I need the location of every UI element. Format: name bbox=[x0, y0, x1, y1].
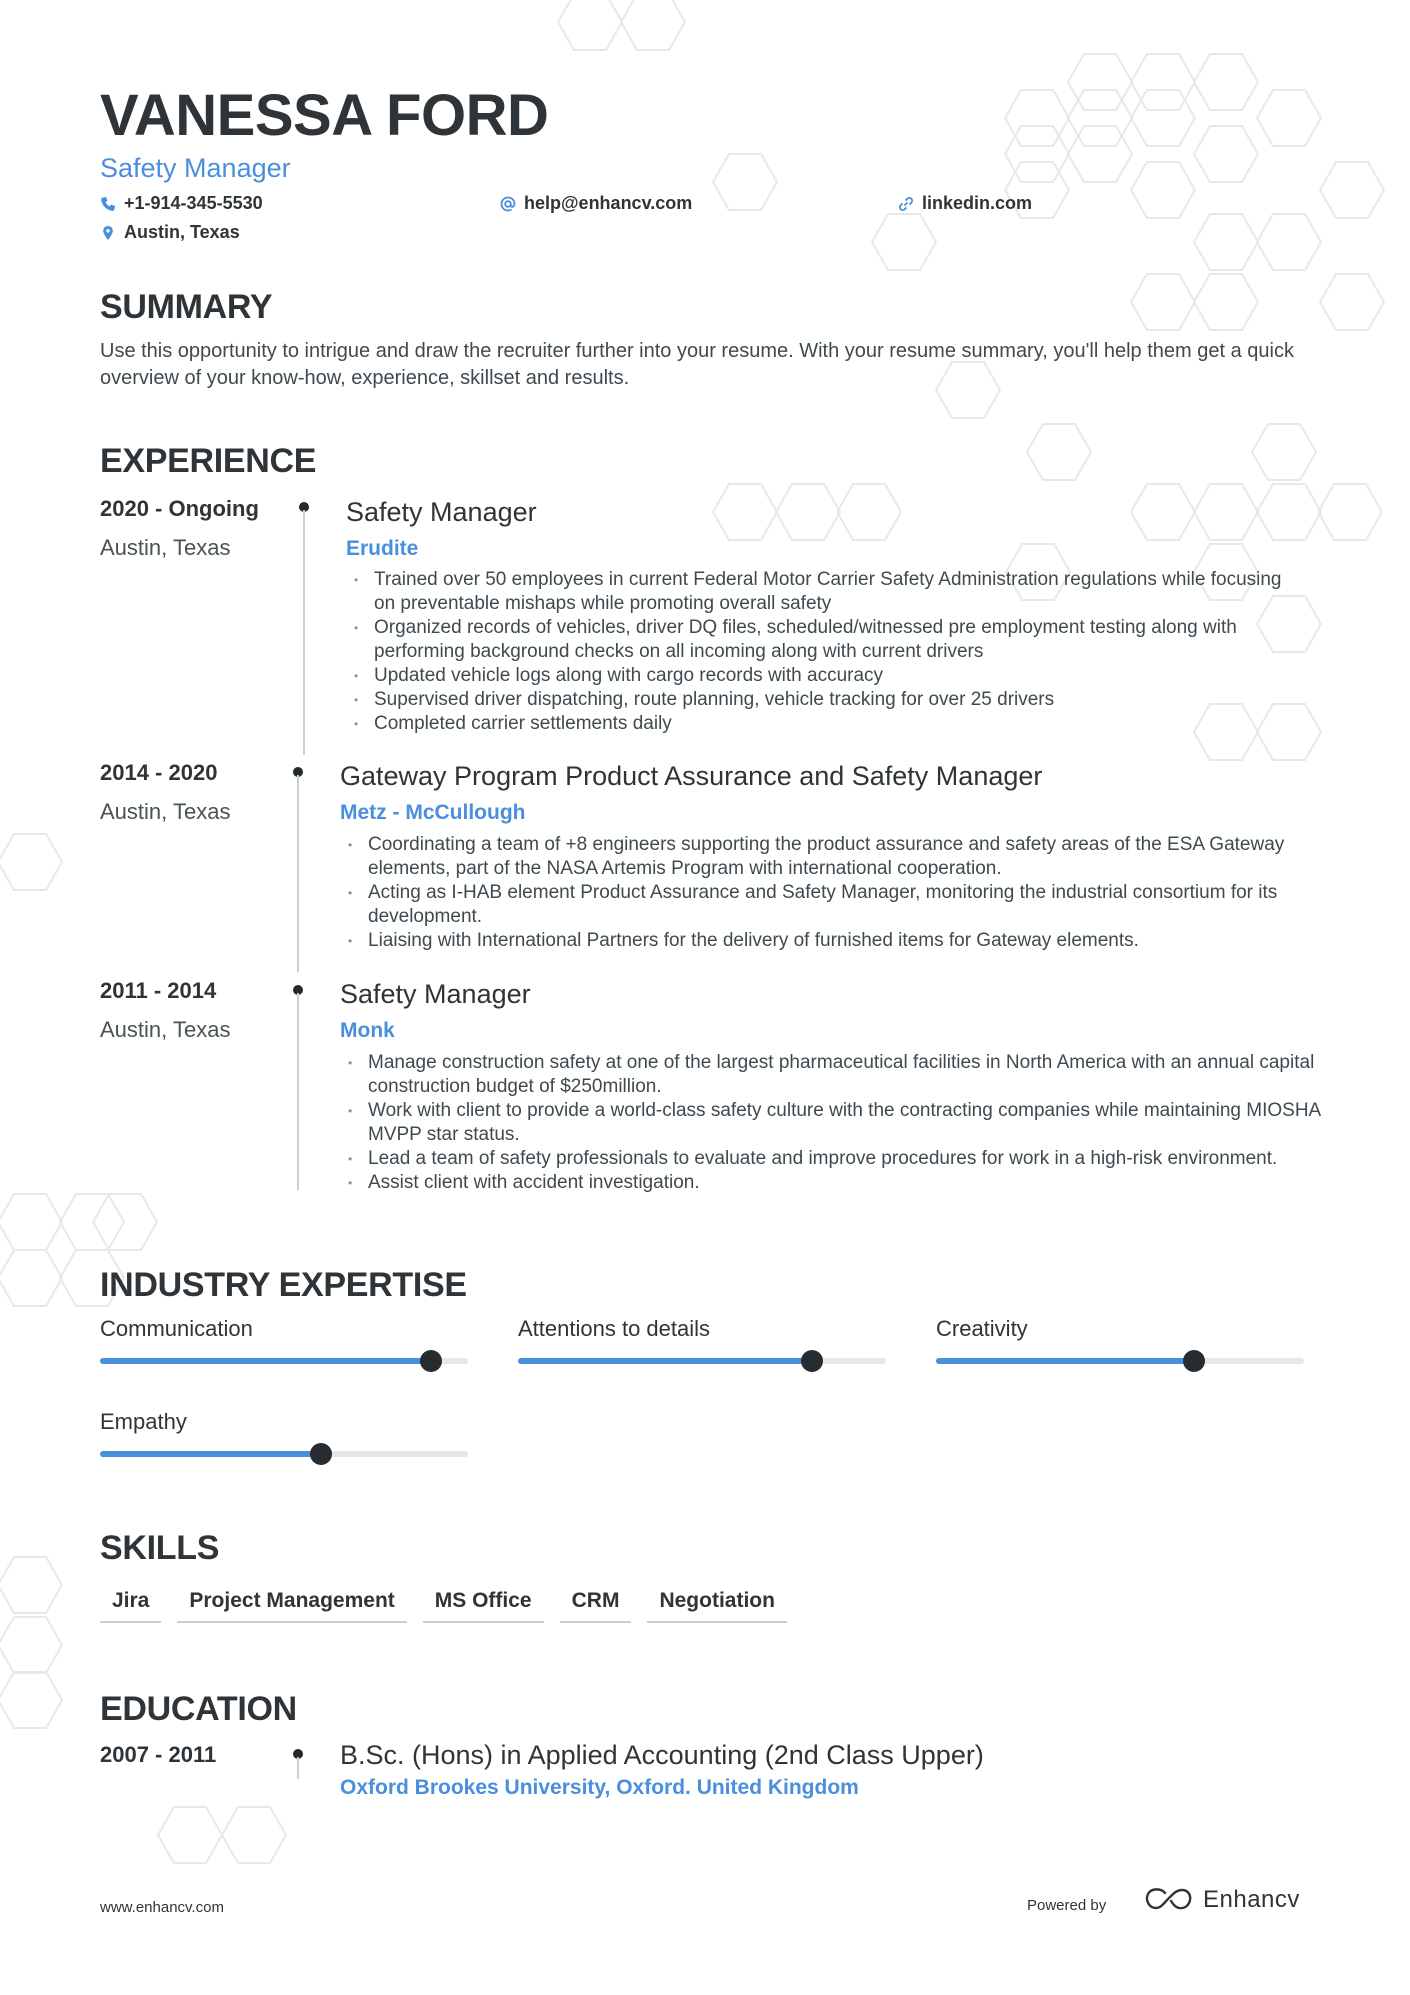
timeline-line bbox=[303, 510, 305, 755]
location-text: Austin, Texas bbox=[124, 222, 240, 242]
enhancv-logo-icon bbox=[1145, 1887, 1193, 1913]
expertise-bar-fill bbox=[100, 1451, 321, 1457]
expertise-bar-knob bbox=[420, 1350, 442, 1372]
expertise-bar-track bbox=[100, 1358, 468, 1364]
education-dates: 2007 - 2011 bbox=[100, 1742, 217, 1767]
education-heading: EDUCATION bbox=[100, 1690, 297, 1728]
job-bullets bbox=[346, 833, 1321, 953]
skills-list bbox=[100, 1585, 787, 1623]
location-pin-icon bbox=[100, 225, 116, 241]
expertise-bar-track bbox=[100, 1451, 468, 1457]
job-title: Safety Manager bbox=[346, 497, 537, 527]
skill-tag: Jira bbox=[100, 1585, 161, 1623]
job-bullet: • Assist client with accident investigation. bbox=[346, 1171, 1321, 1195]
summary-text: Use this opportunity to intrigue and draw the recruiter further into your resume. With your resume summary, you'll help them get a quick overview of your know-how, experience, skillset and results. bbox=[100, 340, 1294, 389]
education-degree: B.Sc. (Hons) in Applied Accounting (2nd Class Upper) bbox=[340, 1740, 984, 1770]
email-text: help@enhancv.com bbox=[524, 193, 693, 213]
expertise-label: Communication bbox=[100, 1316, 253, 1341]
job-company: Monk bbox=[340, 1019, 395, 1042]
timeline-line bbox=[297, 993, 299, 1190]
enhancv-brand: Enhancv bbox=[1203, 1886, 1300, 1913]
experience-heading: EXPERIENCE bbox=[100, 442, 317, 480]
email-contact[interactable] bbox=[500, 193, 692, 214]
expertise-heading: INDUSTRY EXPERTISE bbox=[100, 1266, 467, 1304]
job-bullet: • Work with client to provide a world-class safety culture with the contracting companies while maintaining MIOSHA MVPP star status. bbox=[346, 1099, 1321, 1147]
job-dates: 2011 - 2014 bbox=[100, 978, 217, 1003]
expertise-bar-fill bbox=[518, 1358, 812, 1364]
expertise-bar-fill bbox=[936, 1358, 1194, 1364]
job-dates: 2020 - Ongoing bbox=[100, 496, 259, 521]
job-title: Safety Manager bbox=[340, 979, 531, 1009]
phone-text: +1-914-345-5530 bbox=[124, 193, 263, 213]
timeline-line bbox=[297, 1757, 299, 1779]
linkedin-text: linkedin.com bbox=[922, 193, 1033, 213]
job-company: Metz - McCullough bbox=[340, 801, 526, 824]
expertise-bar-track bbox=[518, 1358, 886, 1364]
expertise-label: Attentions to details bbox=[518, 1316, 711, 1341]
candidate-name: VANESSA FORD bbox=[100, 83, 549, 148]
job-bullet: • Manage construction safety at one of the largest pharmaceutical facilities in North America with an annual capital construction budget of $250million. bbox=[346, 1051, 1321, 1099]
expertise-bar-knob bbox=[801, 1350, 823, 1372]
job-bullet: • Organized records of vehicles, driver DQ files, scheduled/witnessed pre employment testing along with performing background checks on all incoming along with current drivers bbox=[352, 616, 1292, 664]
skills-heading: SKILLS bbox=[100, 1529, 220, 1567]
timeline-line bbox=[297, 775, 299, 972]
job-bullet: • Liaising with International Partners for the delivery of furnished items for Gateway elements. bbox=[346, 929, 1321, 953]
education-school: Oxford Brookes University, Oxford. United Kingdom bbox=[340, 1776, 859, 1799]
skill-tag: Negotiation bbox=[647, 1585, 787, 1623]
expertise-bar-knob bbox=[310, 1443, 332, 1465]
job-bullet: • Trained over 50 employees in current Federal Motor Carrier Safety Administration regulations while focusing on preventable mishaps while promoting overall safety bbox=[352, 568, 1292, 616]
job-bullet: • Coordinating a team of +8 engineers supporting the product assurance and safety areas of the ESA Gateway elements, part of the NASA Artemis Program with international cooperation. bbox=[346, 833, 1321, 881]
expertise-label: Creativity bbox=[936, 1316, 1028, 1341]
skill-tag: MS Office bbox=[423, 1585, 544, 1623]
expertise-bar-fill bbox=[100, 1358, 431, 1364]
job-bullet: • Lead a team of safety professionals to evaluate and improve procedures for work in a high-risk environment. bbox=[346, 1147, 1321, 1171]
phone-contact[interactable] bbox=[100, 193, 263, 214]
expertise-bar-knob bbox=[1183, 1350, 1205, 1372]
job-bullet: • Supervised driver dispatching, route planning, vehicle tracking for over 25 drivers bbox=[352, 688, 1292, 712]
job-location: Austin, Texas bbox=[100, 535, 231, 560]
job-dates: 2014 - 2020 bbox=[100, 760, 218, 785]
skill-tag: CRM bbox=[560, 1585, 632, 1623]
candidate-role: Safety Manager bbox=[100, 153, 291, 183]
expertise-bar-track bbox=[936, 1358, 1304, 1364]
job-bullet: • Updated vehicle logs along with cargo records with accuracy bbox=[352, 664, 1292, 688]
at-icon bbox=[500, 196, 516, 212]
enhancv-logo[interactable] bbox=[1145, 1886, 1300, 1914]
powered-by-label: Powered by bbox=[1027, 1897, 1107, 1914]
job-location: Austin, Texas bbox=[100, 1017, 231, 1042]
job-bullets bbox=[352, 568, 1292, 736]
summary-heading: SUMMARY bbox=[100, 288, 273, 326]
job-bullet: • Acting as I-HAB element Product Assurance and Safety Manager, monitoring the industrial consortium for its development. bbox=[346, 881, 1321, 929]
skill-tag: Project Management bbox=[177, 1585, 406, 1623]
phone-icon bbox=[100, 196, 116, 212]
job-bullet: • Completed carrier settlements daily bbox=[352, 712, 1292, 736]
expertise-label: Empathy bbox=[100, 1409, 187, 1434]
job-title: Gateway Program Product Assurance and Safety Manager bbox=[340, 761, 1043, 791]
footer-url[interactable]: www.enhancv.com bbox=[100, 1899, 224, 1916]
job-company: Erudite bbox=[346, 537, 419, 560]
link-icon bbox=[898, 196, 914, 212]
location-contact bbox=[100, 222, 240, 243]
linkedin-contact[interactable] bbox=[898, 193, 1032, 214]
job-location: Austin, Texas bbox=[100, 799, 231, 824]
job-bullets bbox=[346, 1051, 1321, 1195]
